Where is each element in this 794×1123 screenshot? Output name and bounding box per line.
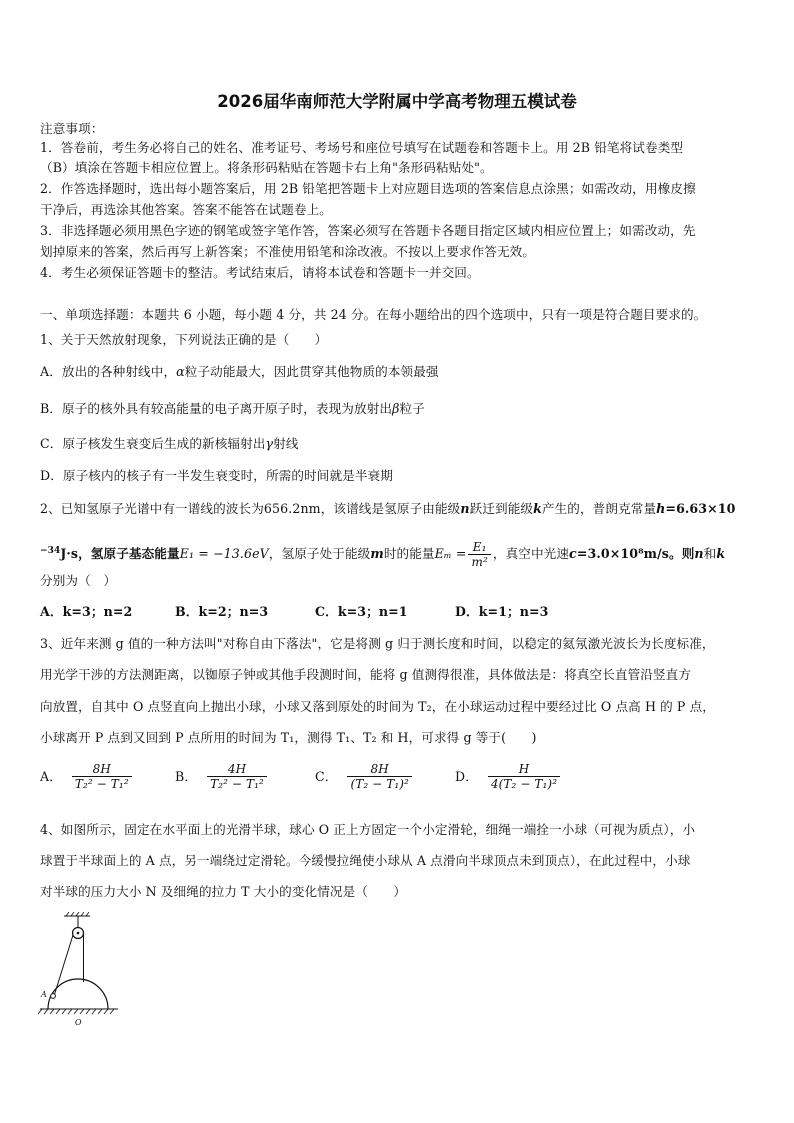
q3-a-num: 8H	[72, 762, 132, 777]
q2-h-value: =6.63×10	[665, 501, 736, 516]
label-o: O	[75, 1018, 82, 1027]
ceiling-hatch	[64, 912, 90, 916]
q1-stem: 1、关于天然放射现象，下列说法正确的是（ ）	[40, 332, 328, 347]
q3-d-label: D．	[455, 768, 478, 784]
q2-text-6: 时的能量	[383, 546, 435, 562]
q1-option-a	[40, 364, 439, 380]
q2-text-4: J·s，氢原子基态能量	[60, 546, 180, 562]
q1-c-text-1: C．原子核发生衰变后生成的新核辐射出	[40, 436, 266, 451]
notice-line-2: （B）填涂在答题卡相应位置上。将条形码粘贴在答题卡右上角"条形码粘贴处"。	[40, 160, 493, 175]
q3-line-2: 用光学干涉的方法测距离，以铷原子钟或其他手段测时间，能将 g 值测得很准，具体做法是：将真空长直管沿竖直方	[40, 667, 692, 682]
q2-k-2: k	[716, 546, 726, 562]
q2-m: m	[370, 546, 384, 562]
q3-option-a	[40, 762, 134, 791]
q2-option-d: D．k=1；n=3	[455, 604, 549, 619]
q2-k: k	[533, 501, 542, 516]
q2-text-9: 和	[703, 546, 717, 562]
q1-option-b	[40, 401, 425, 417]
q2-n-2: n	[694, 546, 704, 562]
q3-c-fraction	[347, 762, 412, 791]
q1-a-text-2: 粒子动能最大，因此贯穿其他物质的本领最强	[184, 364, 439, 379]
q2-text-1: 2、已知氢原子光谱中有一谱线的波长为656.2nm，该谱线是氢原子由能级	[40, 501, 461, 516]
q2-frac-den: m²	[471, 555, 488, 570]
q2-text-7: ，真空中光速	[492, 546, 570, 562]
q1-a-text-1: A．放出的各种射线中，	[40, 364, 177, 379]
gamma-symbol: γ	[265, 436, 274, 451]
q3-c-label: C．	[315, 768, 338, 784]
q3-d-fraction	[488, 762, 560, 791]
q1-option-d: D．原子核内的核子有一半发生衰变时，所需的时间就是半衰期	[40, 468, 393, 483]
q3-a-den: T₂² − T₁²	[74, 777, 129, 791]
q1-b-text-1: B．原子的核外具有较高能量的电子离开原子时，表现为放射出	[40, 401, 393, 416]
q2-line-3: 分别为（ ）	[40, 573, 117, 588]
q4-line-2: 球置于半球面上的 A 点，另一端绕过定滑轮。今缓慢拉绳使小球从 A 点滑向半球顶点未到顶点），在此过程中，小球	[40, 853, 691, 868]
q2-option-a: A．k=3；n=2	[40, 604, 133, 619]
q2-exponent: −34	[40, 546, 61, 556]
rope-to-ball	[54, 935, 73, 996]
q3-a-fraction	[72, 762, 132, 791]
notice-line-4: 干净后，再选涂其他答案。答案不能答在试题卷上。	[40, 202, 332, 217]
notice-line-5: 3．非选择题必须用黑色字迹的钢笔或签字笔作答，答案必须写在答题卡各题目指定区域内相应位置上；如需改动，先	[40, 223, 696, 238]
q3-option-b	[175, 762, 269, 791]
q4-line-1: 4、如图所示，固定在水平面上的光滑半球，球心 O 正上方固定一个小定滑轮，细绳一端拴一小球（可视为质点），小	[40, 822, 696, 837]
q2-c: c	[569, 546, 577, 562]
ball	[51, 994, 56, 999]
notice-line-7: 4．考生必须保证答题卡的整洁。考试结束后，请将本试卷和答题卡一并交回。	[40, 265, 480, 280]
q3-b-num: 4H	[207, 762, 267, 777]
q3-a-label: A．	[40, 768, 62, 784]
q2-h: h	[656, 501, 666, 516]
ground-hatch	[38, 1009, 118, 1014]
section-heading: 一、单项选择题：本题共 6 小题，每小题 4 分，共 24 分。在每小题给出的四个选项中，只有一项是符合题目要求的。	[40, 307, 707, 322]
q2-text-2: 跃迁到能级	[469, 501, 534, 516]
q2-e1-formula: E₁ = −13.6eV	[179, 546, 269, 562]
q2-line-1	[40, 501, 736, 517]
q2-n: n	[460, 501, 470, 516]
q1-b-text-2: 粒子	[399, 401, 425, 416]
q3-line-1: 3、近年来测 g 值的一种方法叫"对称自由下落法"，它是将测 g 归于测长度和时间，以稳定的氦氖激光波长为长度标准，	[40, 636, 715, 651]
q3-b-den: T₂² − T₁²	[210, 777, 264, 791]
q3-line-3: 向放置，自其中 O 点竖直向上抛出小球，小球又落到原处的时间为 T₂，在小球运动过程中要经过比 O 点高 H 的 P 点，	[40, 699, 715, 714]
q3-option-c	[315, 762, 414, 791]
hemisphere	[48, 979, 108, 1009]
pulley-axle	[77, 932, 80, 935]
q4-hemisphere-figure	[38, 912, 150, 1032]
label-a: A	[41, 990, 47, 999]
notice-line-1: 1．答卷前，考生务必将自己的姓名、准考证号、考场号和座位号填写在试题卷和答题卡上。用 2B 铅笔将试卷类型	[40, 140, 684, 155]
q2-frac-num: E₁	[468, 540, 490, 555]
q2-energy-fraction	[468, 540, 490, 569]
q3-option-d	[455, 762, 562, 791]
q3-d-num: H	[488, 762, 560, 777]
q2-text-3: 产生的，普朗克常量	[541, 501, 657, 516]
q3-b-fraction	[207, 762, 267, 791]
q3-b-label: B．	[175, 768, 198, 784]
q4-line-3: 对半球的压力大小 N 及细绳的拉力 T 大小的变化情况是（ ）	[40, 884, 407, 899]
notice-line-6: 划掉原来的答案，然后再写上新答案；不准使用铅笔和涂改液。不按以上要求作答无效。	[40, 244, 536, 259]
q2-text-8: =3.0×10⁸m/s。则	[576, 546, 695, 562]
notice-heading: 注意事项：	[40, 121, 104, 136]
q3-c-den: (T₂ − T₁)²	[350, 777, 409, 791]
q2-option-b: B．k=2；n=3	[175, 604, 269, 619]
q2-em-formula: Eₘ =	[434, 546, 467, 562]
q2-option-c: C．k=3；n=1	[315, 604, 408, 619]
alpha-symbol: α	[176, 364, 185, 379]
q1-option-c	[40, 436, 299, 452]
q3-c-num: 8H	[347, 762, 412, 777]
q1-c-text-2: 射线	[273, 436, 299, 451]
beta-symbol: β	[392, 401, 400, 416]
q2-text-5: ，氢原子处于能级	[268, 546, 371, 562]
q3-d-den: 4(T₂ − T₁)²	[490, 777, 558, 791]
q2-line-2	[40, 536, 725, 569]
q3-line-4: 小球离开 P 点到又回到 P 点所用的时间为 T₁，测得 T₁、T₂ 和 H，可求得 g 等于( )	[40, 730, 537, 745]
notice-line-3: 2．作答选择题时，选出每小题答案后，用 2B 铅笔把答题卡上对应题目选项的答案信息点涂黑；如需改动，用橡皮擦	[40, 181, 696, 196]
page-title: 2026届华南师范大学附属中学高考物理五模试卷	[217, 92, 577, 111]
